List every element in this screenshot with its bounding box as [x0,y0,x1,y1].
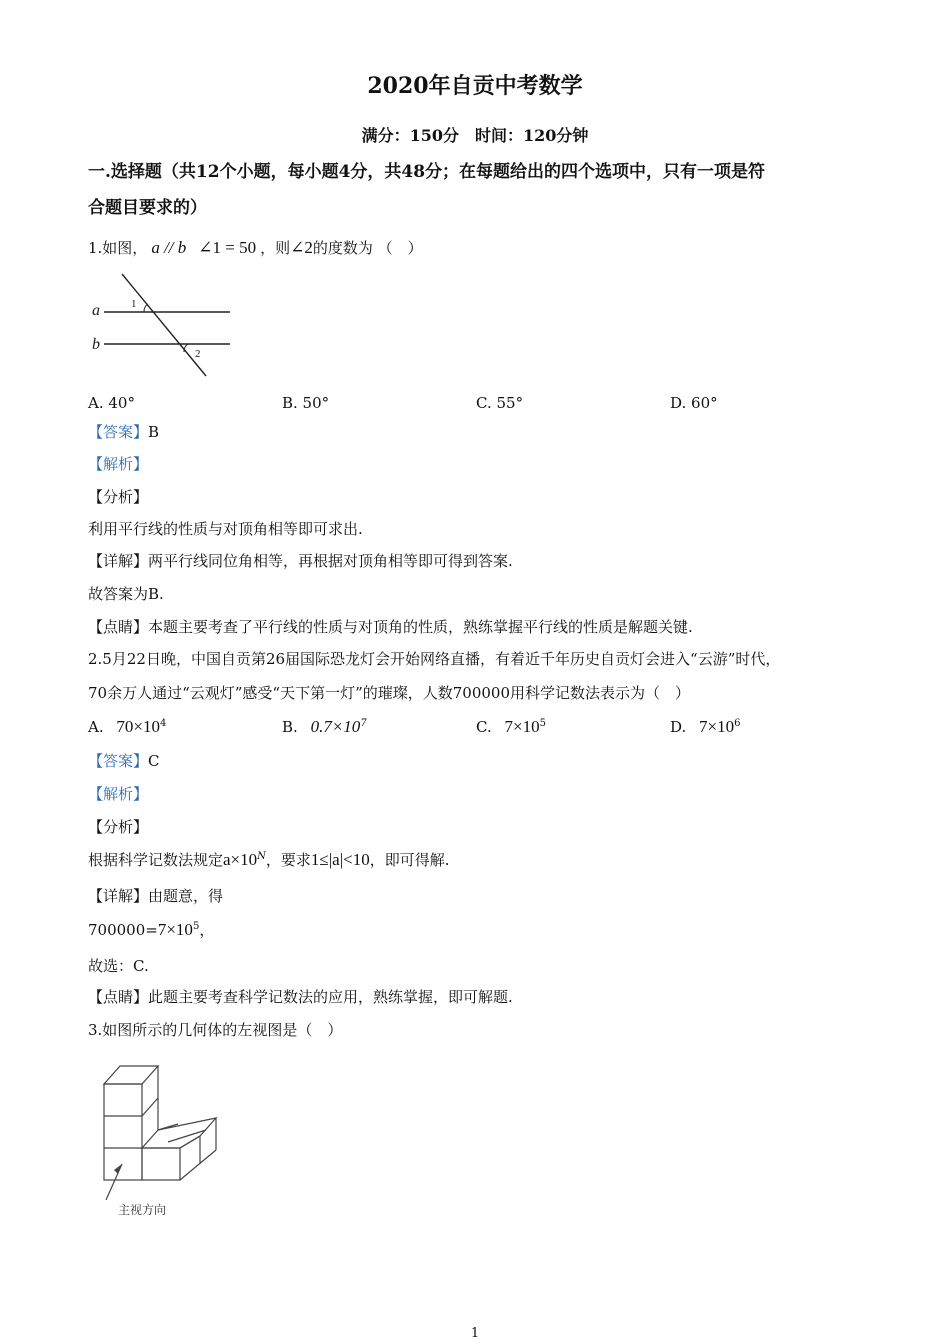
answer-tag: 【答案】 [88,423,149,441]
option-exponent: 4 [159,718,167,729]
q2-option-d [670,717,741,737]
label-a: a [92,302,100,319]
q1-answer [88,422,159,442]
q1-conclusion: 故答案为B. [88,585,164,603]
cube-edges [104,1066,216,1180]
q2-answer [88,751,160,771]
comment-tag: 【点睛】 [88,618,149,636]
q1-option-a: A. 40° [88,394,135,412]
detail-text: 由题意，得 [148,887,224,905]
front-view-label: 主视方向 [118,1203,167,1217]
answer-value: C [148,752,160,770]
option-label: A. [88,718,104,736]
question-2-stem-line2: 70余万人通过“云观灯”感受“天下第一灯”的璀璨，人数700000用科学记数法表示为（ ） [88,684,691,702]
q1-angle-given: ∠1 = 50 [198,238,257,257]
calc-exponent: 5 [192,921,200,932]
transversal-line [122,274,206,376]
comment-text: 本题主要考查了平行线的性质与对顶角的性质，熟练掌握平行线的性质是解题关键. [148,618,693,636]
option-base: 7×10 [699,717,735,736]
detail-tag: 【详解】 [88,887,149,905]
page-number: 1 [470,1326,480,1341]
q2-option-b [282,717,367,737]
label-angle-2: 2 [195,348,201,360]
q1-prefix: 1.如图， [88,239,148,257]
q1-option-d: D. 60° [670,394,718,412]
fenxi-formula: a×10 [223,850,258,869]
answer-tag: 【答案】 [88,752,149,770]
option-base: 70×10 [116,717,160,736]
option-base: 7×10 [504,717,540,736]
q1-option-b: B. 50° [282,394,330,412]
arrow-head-icon [114,1164,122,1174]
q2-conclusion: 故选：C. [88,957,149,975]
fenxi-mid: ，要求 [265,851,311,869]
label-b: b [92,336,100,353]
option-exponent: 6 [734,718,741,729]
q2-analysis-tag: 【解析】 [88,785,149,803]
q2-fenxi-tag: 【分析】 [88,818,149,836]
q1-option-c: C. 55° [476,394,524,412]
option-exponent: 7 [360,718,367,729]
q2-comment [88,987,513,1007]
q2-option-a [88,717,166,737]
section-heading-line2: 合题目要求的） [88,198,207,218]
calc-tail: ， [199,921,215,939]
parallel-lines-figure [88,268,238,380]
option-label: C. [476,718,492,736]
option-base: 0.7×10 [310,717,361,736]
q1-analysis-tag: 【解析】 [88,455,149,473]
comment-tag: 【点睛】 [88,988,149,1006]
fenxi-prefix: 根据科学记数法规定 [88,851,224,869]
option-label: D. [670,718,687,736]
q1-parallel: a // b [151,238,187,257]
q1-angle-ask: ∠2 [290,238,313,257]
q1-detail [88,551,513,571]
q2-calculation [88,920,214,940]
calc-base: 7×10 [157,920,193,939]
q1-fenxi-text: 利用平行线的性质与对顶角相等即可求出. [88,520,363,538]
question-1-stem [88,238,423,258]
option-exponent: 5 [539,718,546,729]
q2-detail [88,886,223,906]
q2-option-c [476,717,546,737]
page-title: 2020年自贡中考数学 [367,73,583,99]
fenxi-suffix: ，即可得解. [369,851,450,869]
q1-mid: ，则 [260,239,291,257]
fenxi-range: 1≤|a|<10 [310,850,370,869]
cube-solid-figure [92,1060,227,1220]
q1-fenxi-tag: 【分析】 [88,488,149,506]
fenxi-exponent: N [257,851,266,862]
answer-value: B [148,423,160,441]
calc-left: 700000= [88,921,158,939]
question-2-stem-line1: 2.5月22日晚，中国自贡第26届国际恐龙灯会开始网络直播，有着近千年历史自贡灯会进入“云游”时代， [88,650,781,668]
detail-tag: 【详解】 [88,552,149,570]
question-3-stem: 3.如图所示的几何体的左视图是（ ） [88,1021,343,1039]
comment-text: 此题主要考查科学记数法的应用，熟练掌握，即可解题. [148,988,513,1006]
q1-suffix: 的度数为 （ ） [312,239,423,257]
label-angle-1: 1 [131,298,137,310]
section-heading-line1: 一.选择题（共12个小题，每小题4分，共48分；在每题给出的四个选项中，只有一项是符 [88,162,766,182]
option-label: B. [282,718,298,736]
exam-info: 满分：150分 时间：120分钟 [361,126,589,145]
detail-text: 两平行线同位角相等，再根据对顶角相等即可得到答案. [148,552,513,570]
q2-fenxi-text [88,850,449,870]
q1-comment [88,617,693,637]
